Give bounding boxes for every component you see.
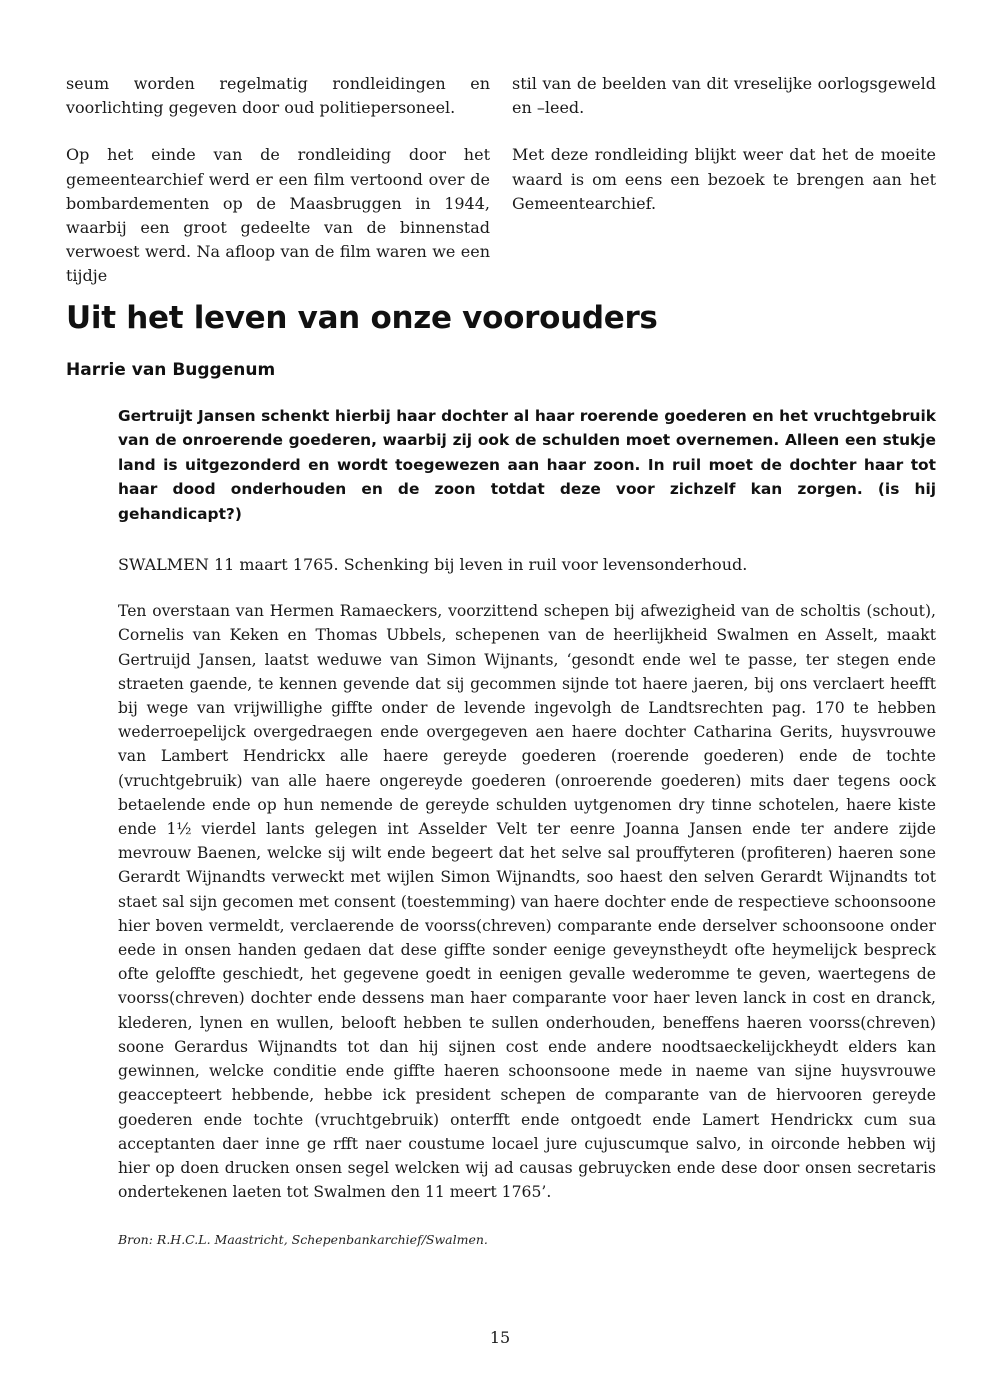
left-column-paragraph: seum worden regelmatig rondleidingen en voorlichting gegeven door oud politiepersoneel. bbox=[66, 74, 490, 118]
article-body bbox=[118, 404, 936, 1250]
previous-article-continuation bbox=[66, 72, 936, 312]
right-column-paragraph: Met deze rondleiding blijkt weer dat het de moeite waard is om eens een bezoek te brengen aan het Gemeentearchief. bbox=[512, 145, 936, 213]
deed-transcript: Ten overstaan van Hermen Ramaeckers, voorzittend schepen bij afwezigheid van de scholtis (schout), Cornelis van Keken en Thomas Ubbels, schepenen van de heerlijkheid Swalmen en Asselt, maakt Gertruijd Jansen, laatst weduwe van Simon Wijnants, ‘gesondt ende wel te passe, ter stegen ende straeten gaende, te kennen gevende dat sij gecommen sijnde tot haere jaeren, bij ons verclaert heefft bij wege van vrijwillighe giffte onder de levende ingevolgh de Landtsrechten pag. 170 te hebben wederroepelijck overgedraegen ende overgegeven aen haere dochter Catharina Gerits, huysvrouwe van Lambert Hendrickx alle haere gereyde goederen (roerende goederen) ende de tochte (vruchtgebruik) van alle haere ongereyde goederen (onroerende goederen) mits daer tegens oock betaelende ende op hun nemende de gereyde schulden uytgenomen dry tinne schotelen, haere kiste ende 1½ vierdel lants gelegen int Asselder Velt ter eenre Joanna Jansen ende ter andere zijde mevrouw Baenen, welcke sij wilt ende begeert dat het selve sal prouffyteren (profiteren) haeren sone Gerardt Wijnandts verweckt met wijlen Simon Wijnandts, soo haest den selven Gerardt Wijnandts tot staet sal sijn gecomen met consent (toestemming) van haere dochter ende de respectieve schoonsoone hier boven vermeldt, verclaerende de voorss(chreven) comparante ende derselver schoonsoone onder eede in onsen handen gedaen dat dese giffte sonder eenige geveynstheydt ofte heymelijck bespreck ofte geloffte geschiedt, het gegevene goedt in eenigen gevalle wederomme te geven, waertegens de voorss(chreven) dochter ende dessens man haer comparante voor haer leven lanck in cost en dranck, klederen, lynen en wullen, belooft hebben te sullen onderhouden, beneffens haeren voorss(chreven) soone Gerardus Wijnandts tot dan hij sijnen cost ende andere noodtsaeckelijckheydt elders kan gewinnen, welcke conditie ende giffte haeren schoonsoone mede in naeme van sijne huysvrouwe geaccepteert hebbende, hebbe ick president schepen de comparante van de hiervooren gereyde goederen ende tochte (vruchtgebruik) onterfft ende ontgoedt ende Lamert Hendrickx cum sua acceptanten daer inne ge rfft naer coustume locael jure cujuscumque salvo, in oirconde hebben wij hier op doen drucken onsen segel welcken wij ad causas gebruycken ende dese door onsen secretaris ondertekenen laeten tot Swalmen den 11 meert 1765’. bbox=[118, 602, 936, 1202]
article-author: Harrie van Buggenum bbox=[66, 360, 276, 380]
right-column-paragraph: stil van de beelden van dit vreselijke oorlogsgeweld en –leed. bbox=[512, 74, 936, 118]
right-column bbox=[512, 72, 936, 312]
left-column bbox=[66, 72, 490, 312]
article-summary: Gertruijt Jansen schenkt hierbij haar dochter al haar roerende goederen en het vruchtgebruik van de onroerende goederen, waarbij zij ook de schulden moet overnemen. Alleen een stukje land is uitgezonderd en wordt toegewezen aan haar zoon. In ruil moet de dochter haar tot haar dood onderhouden en de zoon totdat deze voor zichzelf kan zorgen. (is hij gehandicapt?) bbox=[118, 407, 936, 523]
left-column-paragraph: Op het einde van de rondleiding door het gemeentearchief werd er een film vertoond over de bombardementen op de Maasbruggen in 1944, waarbij een groot gedeelte van de binnenstad verwoest werd. Na afloop van de film waren we een tijdje bbox=[66, 145, 490, 286]
source-citation: Bron: R.H.C.L. Maastricht, Schepenbankarchief/Swalmen. bbox=[118, 1232, 488, 1248]
article-title: Uit het leven van onze voorouders bbox=[66, 300, 658, 336]
article-dateline: SWALMEN 11 maart 1765. Schenking bij leven in ruil voor levensonderhoud. bbox=[118, 555, 748, 575]
page-number: 15 bbox=[489, 1328, 511, 1347]
